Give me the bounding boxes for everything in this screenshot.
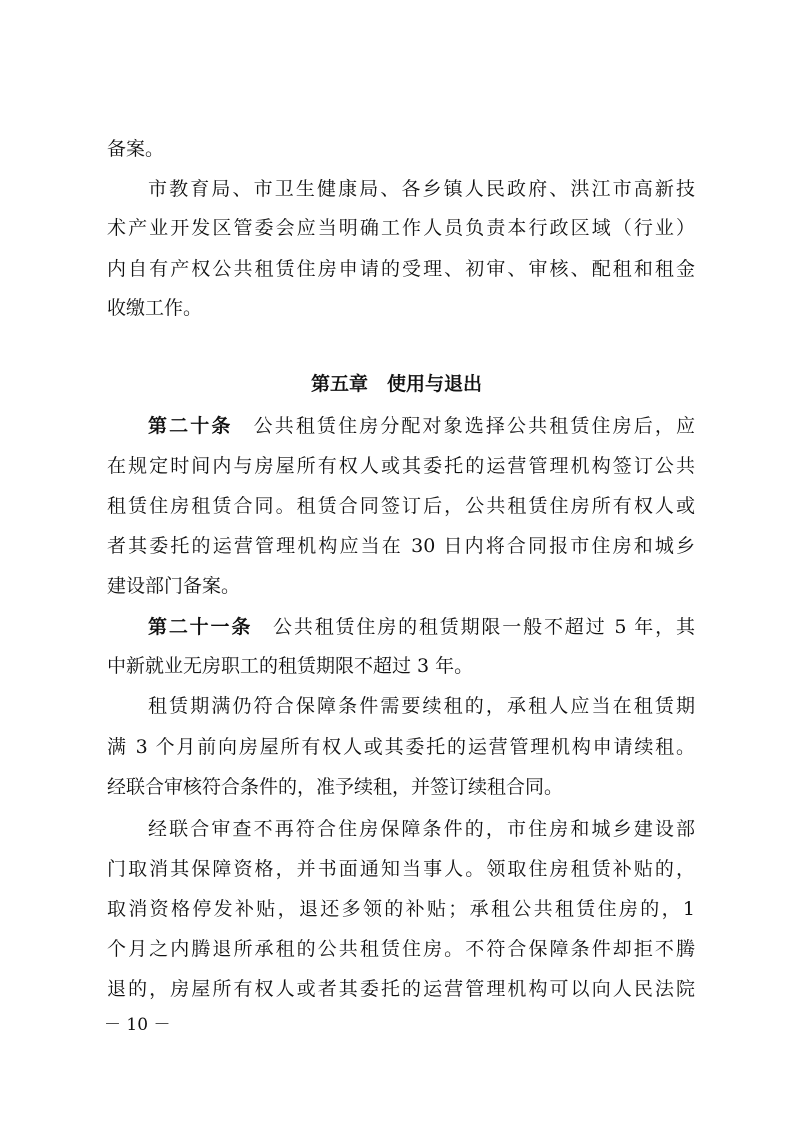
page-number: － 10 －: [104, 1015, 171, 1035]
article-20-line-1-text: 公共租赁住房分配对象选择公共租赁住房后，应: [253, 415, 695, 437]
paragraph-cancel-line-2: 门取消其保障资格，并书面通知当事人。领取住房租赁补贴的，: [107, 858, 695, 880]
article-21-line-1-text: 公共租赁住房的租赁期限一般不超过 5 年，其: [273, 616, 695, 638]
paragraph-bureaus-line-4: 收缴工作。: [107, 297, 203, 319]
paragraph-bureaus-line-3: 内自有产权公共租赁住房申请的受理、初审、审核、配租和租金: [107, 258, 695, 280]
article-21-line-2: 中新就业无房职工的租赁期限不超过 3 年。: [107, 655, 474, 677]
paragraph-renewal-line-1: 租赁期满仍符合保障条件需要续租的，承租人应当在租赁期: [148, 695, 695, 717]
article-21-line-1: [107, 614, 695, 640]
paragraph-cancel-line-1: 经联合审查不再符合住房保障条件的，市住房和城乡建设部: [148, 818, 695, 840]
article-20-line-1: [107, 413, 695, 439]
chapter-title: 第五章 使用与退出: [310, 373, 482, 395]
paragraph-cancel-line-5: 退的，房屋所有权人或者其委托的运营管理机构可以向人民法院: [107, 978, 695, 1000]
article-20-line-2: 在规定时间内与房屋所有权人或其委托的运营管理机构签订公共: [107, 455, 695, 477]
article-20-line-5: 建设部门备案。: [107, 575, 241, 597]
paragraph-cancel-line-3: 取消资格停发补贴，退还多领的补贴；承租公共租赁住房的，1: [107, 898, 695, 920]
paragraph-cancel-line-4: 个月之内腾退所承租的公共租赁住房。不符合保障条件却拒不腾: [107, 938, 695, 960]
article-21-label: 第二十一条: [148, 616, 253, 638]
paragraph-bureaus-line-2: 术产业开发区管委会应当明确工作人员负责本行政区域（行业）: [107, 217, 695, 239]
article-20-line-3: 租赁住房租赁合同。租赁合同签订后，公共租赁住房所有权人或: [107, 495, 695, 517]
paragraph-renewal-line-2: 满 3 个月前向房屋所有权人或其委托的运营管理机构申请续租。: [107, 736, 695, 758]
article-20-label: 第二十条: [148, 415, 233, 437]
article-20-line-4: 者其委托的运营管理机构应当在 30 日内将合同报市住房和城乡: [107, 535, 695, 557]
paragraph-beian-line-1: 备案。: [107, 138, 165, 160]
paragraph-bureaus-line-1: 市教育局、市卫生健康局、各乡镇人民政府、洪江市高新技: [148, 178, 695, 200]
paragraph-renewal-line-3: 经联合审核符合条件的，准予续租，并签订续租合同。: [107, 776, 564, 798]
